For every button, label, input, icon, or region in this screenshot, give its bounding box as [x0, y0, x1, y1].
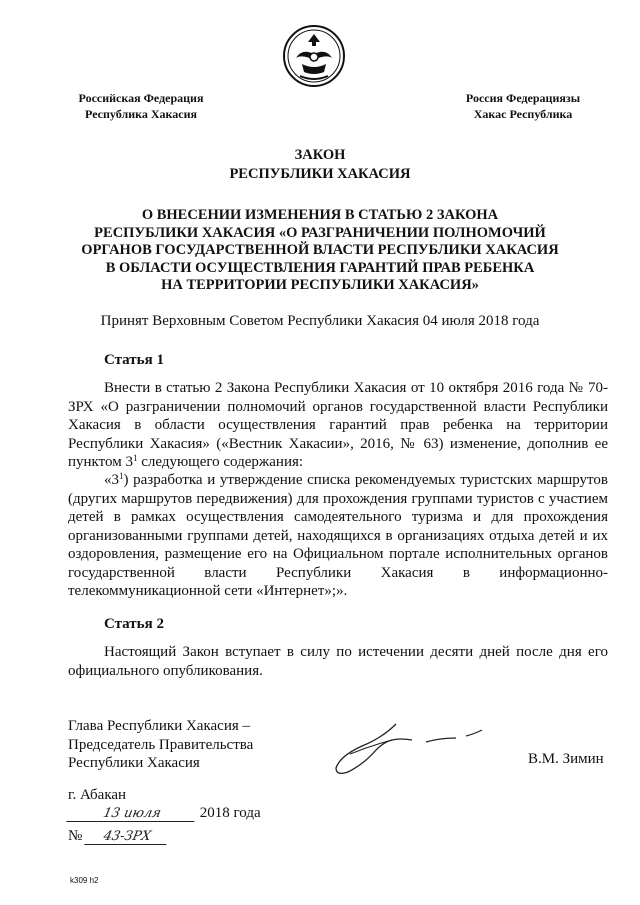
signatory-title-line3: Республики Хакасия — [68, 755, 200, 771]
subject-line: РЕСПУБЛИКИ ХАКАСИЯ «О РАЗГРАНИЧЕНИИ ПОЛНОМОЧИЙ — [94, 224, 546, 241]
law-title — [60, 146, 580, 184]
article-1-p1-text: Внести в статью 2 Закона Республики Хакасия от 10 октября 2016 года № 70-ЗРХ «О разграничении полномочий органов государственной власти Республики Хакасия в области осуществления гарантий прав ребенка на территории Республики Хакасия» («Вестник Хакасии», 2016, № 63) изменение, дополнив ее пунктом 3 — [68, 380, 608, 470]
header-right-line2: Хакас Республика — [473, 107, 573, 121]
article-1-p1-text-end: следующего содержания: — [137, 454, 304, 470]
document-code: k309 h2 — [70, 876, 99, 885]
subject-line: НА ТЕРРИТОРИИ РЕСПУБЛИКИ ХАКАСИЯ» — [161, 277, 479, 293]
handwritten-signature — [330, 716, 490, 782]
header-right-line1: Россия Федерациязы — [465, 91, 581, 105]
signatory-name: В.М. Зимин — [528, 751, 604, 767]
law-subject — [60, 207, 580, 295]
handwritten-date: 13 июля — [66, 806, 197, 822]
article-2-paragraph: Настоящий Закон вступает в силу по истечении десяти дней после дня его официального опубликования. — [68, 644, 608, 679]
article-1-paragraph-1 — [68, 379, 608, 472]
article-1-p2-text: «3 — [104, 472, 119, 488]
signing-date — [68, 805, 261, 822]
date-year: 2018 года — [199, 805, 261, 821]
article-1-p2-superscript: 1 — [119, 471, 124, 481]
subject-line: О ВНЕСЕНИИ ИЗМЕНЕНИЯ В СТАТЬЮ 2 ЗАКОНА — [141, 207, 499, 223]
signatory-title-line2: Председатель Правительства — [68, 736, 254, 753]
law-number — [68, 828, 168, 845]
number-sign: № — [68, 828, 83, 844]
signatory-title — [68, 717, 253, 773]
subject-line: В ОБЛАСТИ ОСУЩЕСТВЛЕНИЯ ГАРАНТИЙ ПРАВ РЕБЕНКА — [105, 259, 535, 276]
header-left-line1: Российская Федерация — [78, 91, 204, 105]
article-2-heading: Статья 2 — [104, 616, 164, 632]
place-of-signing: г. Абакан — [68, 787, 127, 803]
article-1-p1-superscript: 1 — [132, 453, 138, 463]
signatory-title-line1: Глава Республики Хакасия – — [68, 718, 251, 734]
article-1-heading: Статья 1 — [104, 352, 164, 368]
handwritten-law-number: 43-ЗРХ — [84, 829, 169, 845]
header-left — [62, 90, 220, 122]
subject-line: ОРГАНОВ ГОСУДАРСТВЕННОЙ ВЛАСТИ РЕСПУБЛИКИ ХАКАСИЯ — [81, 242, 559, 258]
header-right — [444, 90, 602, 122]
law-title-line1: ЗАКОН — [294, 147, 346, 163]
law-title-line2: РЕСПУБЛИКИ ХАКАСИЯ — [229, 166, 411, 182]
article-1-paragraph-2 — [68, 471, 608, 601]
header-left-line2: Республика Хакасия — [85, 107, 197, 121]
coat-of-arms-emblem — [282, 24, 346, 88]
adoption-statement: Принят Верховным Советом Республики Хакасия 04 июля 2018 года — [100, 313, 540, 329]
article-1-p2-text-end: ) разработка и утверждение списка рекомендуемых туристских маршрутов (других маршрутов передвижения) для прохождения группами туристов с участием детей в рамках осуществления самодеятельного туризма и для прохождения организованными группами детей, находящихся в организациях отдыха детей и их оздоровления, размещение его на Официальном портале исполнительных органов государственной власти Республики Хакасия в информационно-телекоммуникационной сети «Интернет»;». — [68, 472, 608, 599]
